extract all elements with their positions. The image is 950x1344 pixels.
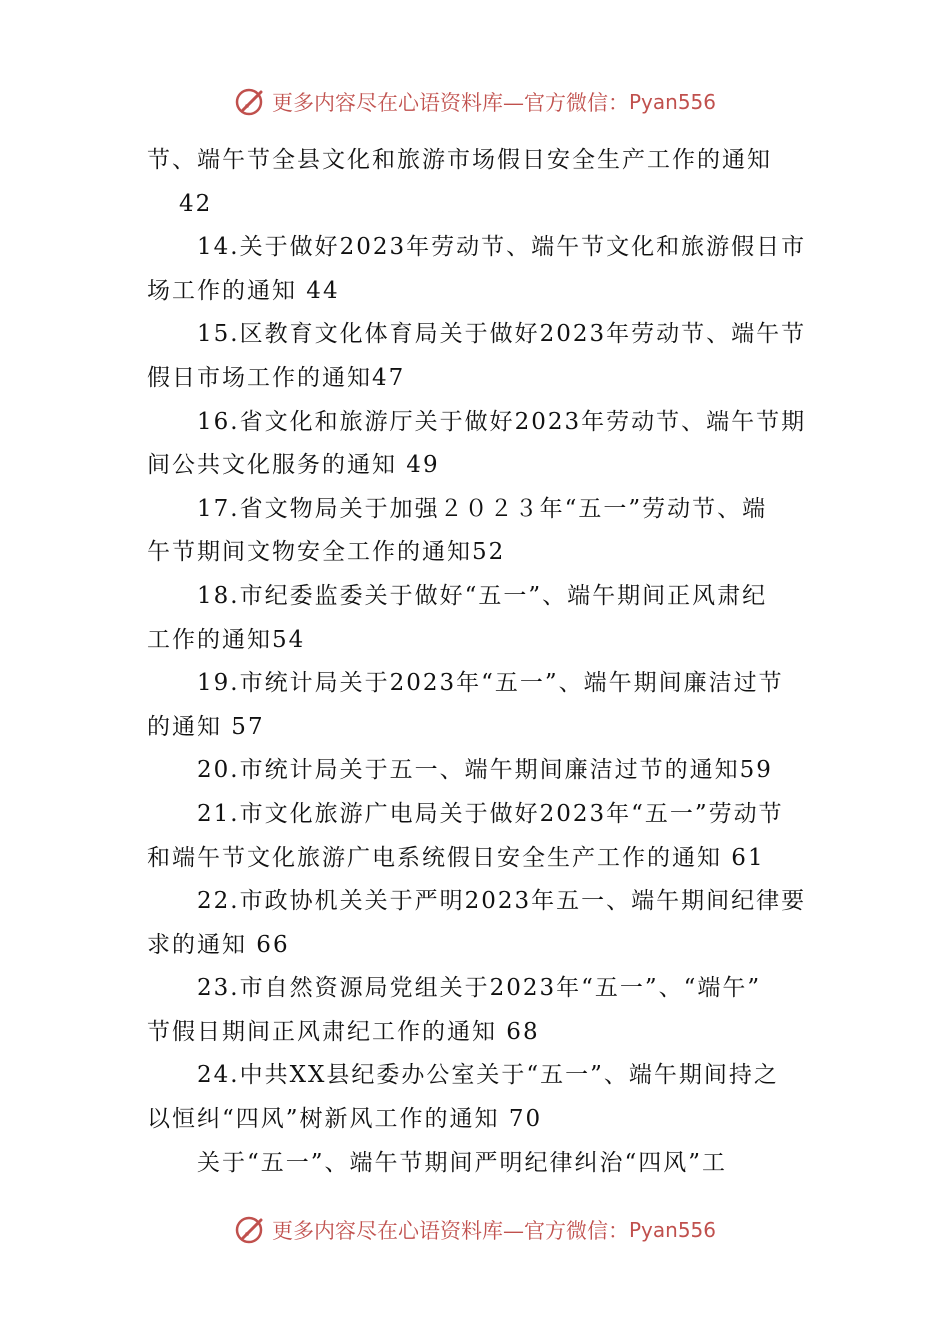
toc-content [147,139,807,1185]
toc-line: 的通知 57 [147,713,265,740]
pen-logo-icon [234,85,268,119]
toc-line: 20.市统计局关于五一、端午期间廉洁过节的通知59 [197,757,773,784]
toc-line: 23.市自然资源局党组关于2023年“五一”、“端午” [197,975,762,1002]
toc-line: 间公共文化服务的通知 49 [147,452,440,479]
header-wechat-id: Pyan556 [628,90,716,114]
toc-line: 场工作的通知 44 [147,277,340,304]
toc-line: 18.市纪委监委关于做好“五一”、端午期间正风肃纪 [197,582,768,609]
toc-line: 工作的通知54 [147,626,306,653]
footer-banner [0,1210,950,1250]
toc-line: 节假日期间正风肃纪工作的通知 68 [147,1018,540,1045]
toc-line: 15.区教育文化体育局关于做好2023年劳动节、端午节 [197,321,807,348]
toc-line: 24.中共XX县纪委办公室关于“五一”、端午期间持之 [197,1062,779,1089]
toc-line: 16.省文化和旅游厅关于做好2023年劳动节、端午节期 [197,408,807,435]
toc-line: 22.市政协机关关于严明2023年五一、端午期间纪律要 [197,888,807,915]
toc-line: 19.市统计局关于2023年“五一”、端午期间廉洁过节 [197,670,784,697]
toc-line: 假日市场工作的通知47 [147,364,406,391]
toc-line: 17.省文物局关于加强２０２３年“五一”劳动节、端 [197,495,768,522]
toc-line: 和端午节文化旅游广电系统假日安全生产工作的通知 61 [147,844,765,871]
toc-line: 42 [179,190,213,217]
header-banner [0,82,950,122]
toc-line: 21.市文化旅游广电局关于做好2023年“五一”劳动节 [197,800,784,827]
toc-line: 关于“五一”、端午节期间严明纪律纠治“四风”工 [197,1149,728,1176]
toc-line: 以恒纠“四风”树新风工作的通知 70 [147,1106,543,1133]
toc-line: 节、端午节全县文化和旅游市场假日安全生产工作的通知 [147,147,772,173]
header-banner-text: 更多内容尽在心语资料库—官方微信： [271,91,629,115]
footer-banner-text: 更多内容尽在心语资料库—官方微信： [271,1219,629,1243]
toc-line: 14.关于做好2023年劳动节、端午节文化和旅游假日市 [197,234,807,261]
toc-line: 午节期间文物安全工作的通知52 [147,539,506,566]
pen-logo-icon [234,1213,268,1247]
toc-line: 求的通知 66 [147,931,290,958]
footer-wechat-id: Pyan556 [628,1218,716,1242]
